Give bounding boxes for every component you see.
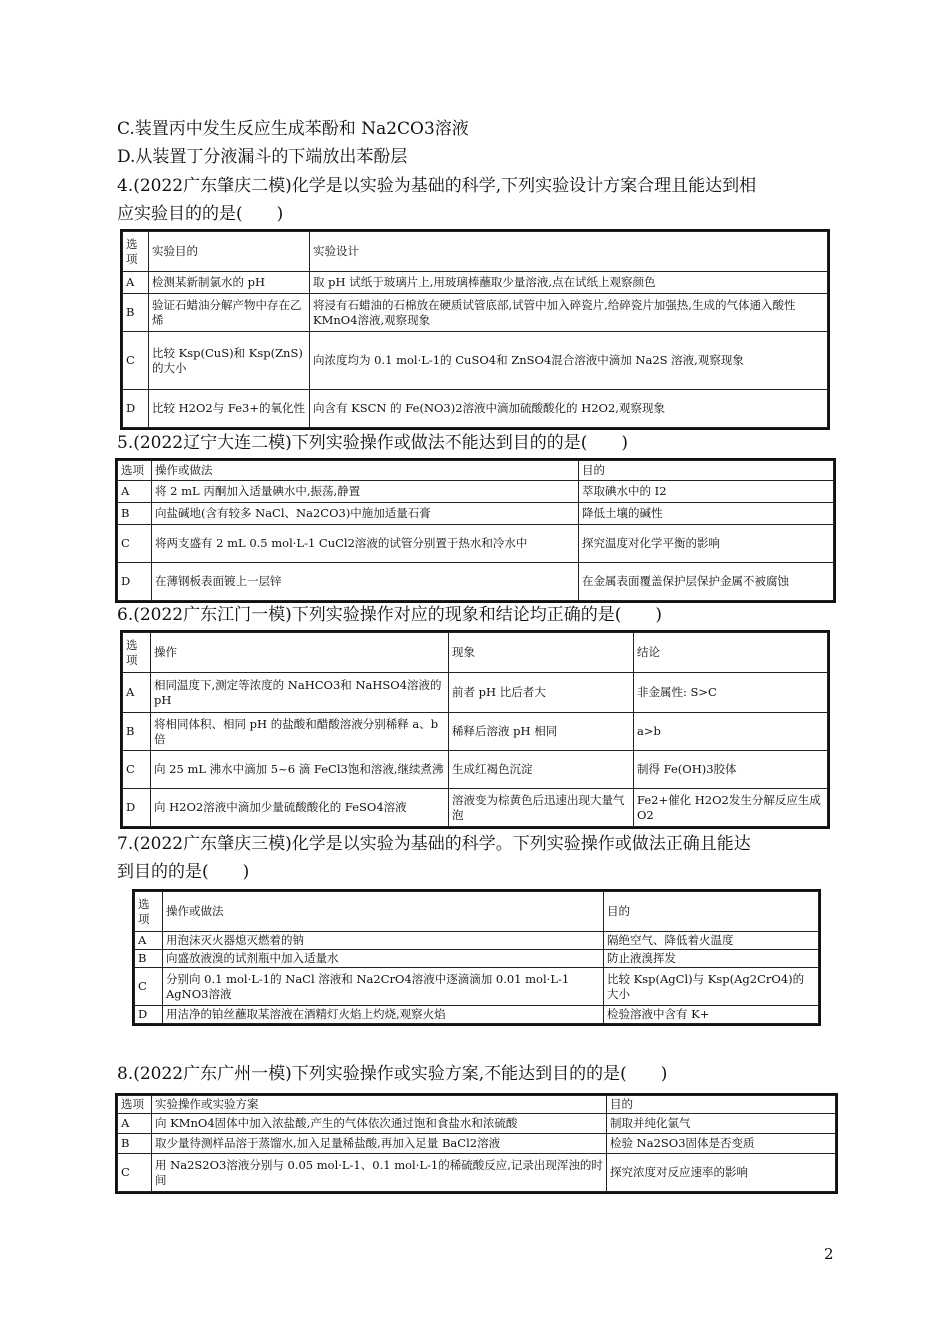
q4-row-a-option: A	[123, 272, 149, 294]
q7-row-a-option: A	[135, 932, 163, 950]
q5-row-a-operation: 将 2 mL 丙酮加入适量碘水中,振荡,静置	[152, 481, 579, 503]
q5-header-operation: 操作或做法	[152, 461, 579, 481]
q8-row-c-purpose: 探究浓度对反应速率的影响	[607, 1154, 836, 1192]
q5-row-b-option: B	[118, 503, 152, 525]
q6-row-b-conclusion: a>b	[634, 713, 828, 751]
q7-row-b-purpose: 防止液溴挥发	[604, 950, 819, 968]
q7-row-b-operation: 向盛放液溴的试剂瓶中加入适量水	[163, 950, 604, 968]
q7-header-operation: 操作或做法	[163, 892, 604, 932]
q6-row-d-option: D	[123, 789, 151, 827]
q7-row-c-option: C	[135, 968, 163, 1006]
q5-row-b-operation: 向盐碱地(含有较多 NaCl、Na2CO3)中施加适量石膏	[152, 503, 579, 525]
q6-row-d-phenomenon: 溶液变为棕黄色后迅速出现大量气泡	[449, 789, 634, 827]
q7-row-d-purpose: 检验溶液中含有 K+	[604, 1006, 819, 1024]
q7-header-purpose: 目的	[604, 892, 819, 932]
q7-table	[134, 891, 819, 1024]
q4-row-c-option: C	[123, 332, 149, 390]
q4-row-d-purpose: 比较 H2O2与 Fe3+的氧化性	[149, 390, 310, 428]
q5-row-c-operation: 将两支盛有 2 mL 0.5 mol·L-1 CuCl2溶液的试管分别置于热水和冷水中	[152, 525, 579, 563]
q4-header-option: 选项	[123, 232, 149, 272]
q5-row-c-purpose: 探究温度对化学平衡的影响	[579, 525, 834, 563]
q8-row-a-operation: 向 KMnO4固体中加入浓盐酸,产生的气体依次通过饱和食盐水和浓硫酸	[152, 1114, 607, 1134]
q6-header-operation: 操作	[151, 633, 449, 673]
option-d: D.从装置丁分液漏斗的下端放出苯酚层	[117, 147, 408, 167]
q6-header-option: 选项	[123, 633, 151, 673]
q8-header-option: 选项	[118, 1096, 152, 1114]
q7-header-option: 选项	[135, 892, 163, 932]
q7-row-c-purpose: 比较 Ksp(AgCl)与 Ksp(Ag2CrO4)的大小	[604, 968, 819, 1006]
q6-row-c-operation: 向 25 mL 沸水中滴加 5~6 滴 FeCl3饱和溶液,继续煮沸	[151, 751, 449, 789]
q4-header-design: 实验设计	[310, 232, 828, 272]
q5-header-option: 选项	[118, 461, 152, 481]
q4-row-d-design: 向含有 KSCN 的 Fe(NO3)2溶液中滴加硫酸酸化的 H2O2,观察现象	[310, 390, 828, 428]
q6-row-d-conclusion: Fe2+催化 H2O2发生分解反应生成 O2	[634, 789, 828, 827]
q4-row-c-design: 向浓度均为 0.1 mol·L-1的 CuSO4和 ZnSO4混合溶液中滴加 Na2S 溶液,观察现象	[310, 332, 828, 390]
option-c: C.装置丙中发生反应生成苯酚和 Na2CO3溶液	[117, 119, 469, 139]
q8-row-b-option: B	[118, 1134, 152, 1154]
q6-row-a-phenomenon: 前者 pH 比后者大	[449, 673, 634, 713]
q8-header-operation: 实验操作或实验方案	[152, 1096, 607, 1114]
q6-row-c-conclusion: 制得 Fe(OH)3胶体	[634, 751, 828, 789]
q7-row-a-operation: 用泡沫灭火器熄灭燃着的钠	[163, 932, 604, 950]
q5-row-b-purpose: 降低土壤的碱性	[579, 503, 834, 525]
q6-row-a-option: A	[123, 673, 151, 713]
q7-row-b-option: B	[135, 950, 163, 968]
q7-row-d-option: D	[135, 1006, 163, 1024]
q6-row-b-operation: 将相同体积、相同 pH 的盐酸和醋酸溶液分别稀释 a、b 倍	[151, 713, 449, 751]
q4-row-b-purpose: 验证石蜡油分解产物中存在乙烯	[149, 294, 310, 332]
q4-table	[122, 231, 828, 428]
q7-title-line1: 7.(2022广东肇庆三模)化学是以实验为基础的科学。下列实验操作或做法正确且能达	[117, 834, 751, 854]
q4-title-line2: 应实验目的的是( )	[117, 204, 284, 224]
q7-row-c-operation: 分别向 0.1 mol·L-1的 NaCl 溶液和 Na2CrO4溶液中逐滴滴加 0.01 mol·L-1 AgNO3溶液	[163, 968, 604, 1006]
q6-row-a-operation: 相同温度下,测定等浓度的 NaHCO3和 NaHSO4溶液的 pH	[151, 673, 449, 713]
q6-header-phenomenon: 现象	[449, 633, 634, 673]
q4-title-line1: 4.(2022广东肇庆二模)化学是以实验为基础的科学,下列实验设计方案合理且能达到相	[117, 176, 757, 196]
q5-row-d-purpose: 在金属表面覆盖保护层保护金属不被腐蚀	[579, 563, 834, 601]
q5-header-purpose: 目的	[579, 461, 834, 481]
q4-row-a-purpose: 检测某新制氯水的 pH	[149, 272, 310, 294]
q4-row-b-option: B	[123, 294, 149, 332]
q4-row-d-option: D	[123, 390, 149, 428]
q8-row-b-purpose: 检验 Na2SO3固体是否变质	[607, 1134, 836, 1154]
q5-row-a-purpose: 萃取碘水中的 I2	[579, 481, 834, 503]
q5-table	[117, 460, 834, 601]
q8-row-c-operation: 用 Na2S2O3溶液分别与 0.05 mol·L-1、0.1 mol·L-1的稀硫酸反应,记录出现浑浊的时间	[152, 1154, 607, 1192]
q7-row-a-purpose: 隔绝空气、降低着火温度	[604, 932, 819, 950]
q7-title-line2: 到目的的是( )	[117, 862, 250, 882]
q6-row-d-operation: 向 H2O2溶液中滴加少量硫酸酸化的 FeSO4溶液	[151, 789, 449, 827]
q4-header-purpose: 实验目的	[149, 232, 310, 272]
q7-row-d-operation: 用洁净的铂丝蘸取某溶液在酒精灯火焰上灼烧,观察火焰	[163, 1006, 604, 1024]
q8-row-c-option: C	[118, 1154, 152, 1192]
q8-table	[117, 1095, 836, 1192]
q6-row-b-phenomenon: 稀释后溶液 pH 相同	[449, 713, 634, 751]
q8-header-purpose: 目的	[607, 1096, 836, 1114]
q5-row-a-option: A	[118, 481, 152, 503]
q6-row-a-conclusion: 非金属性: S>C	[634, 673, 828, 713]
q5-row-d-option: D	[118, 563, 152, 601]
q4-row-a-design: 取 pH 试纸于玻璃片上,用玻璃棒蘸取少量溶液,点在试纸上观察颜色	[310, 272, 828, 294]
q6-row-c-option: C	[123, 751, 151, 789]
q6-table	[122, 632, 828, 827]
q6-header-conclusion: 结论	[634, 633, 828, 673]
q8-row-a-purpose: 制取并纯化氯气	[607, 1114, 836, 1134]
q8-row-a-option: A	[118, 1114, 152, 1134]
page-number: 2	[824, 1245, 834, 1263]
q6-title: 6.(2022广东江门一模)下列实验操作对应的现象和结论均正确的是( )	[117, 605, 663, 625]
q8-row-b-operation: 取少量待测样品溶于蒸馏水,加入足量稀盐酸,再加入足量 BaCl2溶液	[152, 1134, 607, 1154]
q5-row-c-option: C	[118, 525, 152, 563]
q6-row-c-phenomenon: 生成红褐色沉淀	[449, 751, 634, 789]
q5-row-d-operation: 在薄钢板表面镀上一层锌	[152, 563, 579, 601]
q6-row-b-option: B	[123, 713, 151, 751]
q8-title: 8.(2022广东广州一模)下列实验操作或实验方案,不能达到目的的是( )	[117, 1064, 668, 1084]
q4-row-c-purpose: 比较 Ksp(CuS)和 Ksp(ZnS)的大小	[149, 332, 310, 390]
q4-row-b-design: 将浸有石蜡油的石棉放在硬质试管底部,试管中加入碎瓷片,给碎瓷片加强热,生成的气体通入酸性 KMnO4溶液,观察现象	[310, 294, 828, 332]
q5-title: 5.(2022辽宁大连二模)下列实验操作或做法不能达到目的的是( )	[117, 433, 629, 453]
